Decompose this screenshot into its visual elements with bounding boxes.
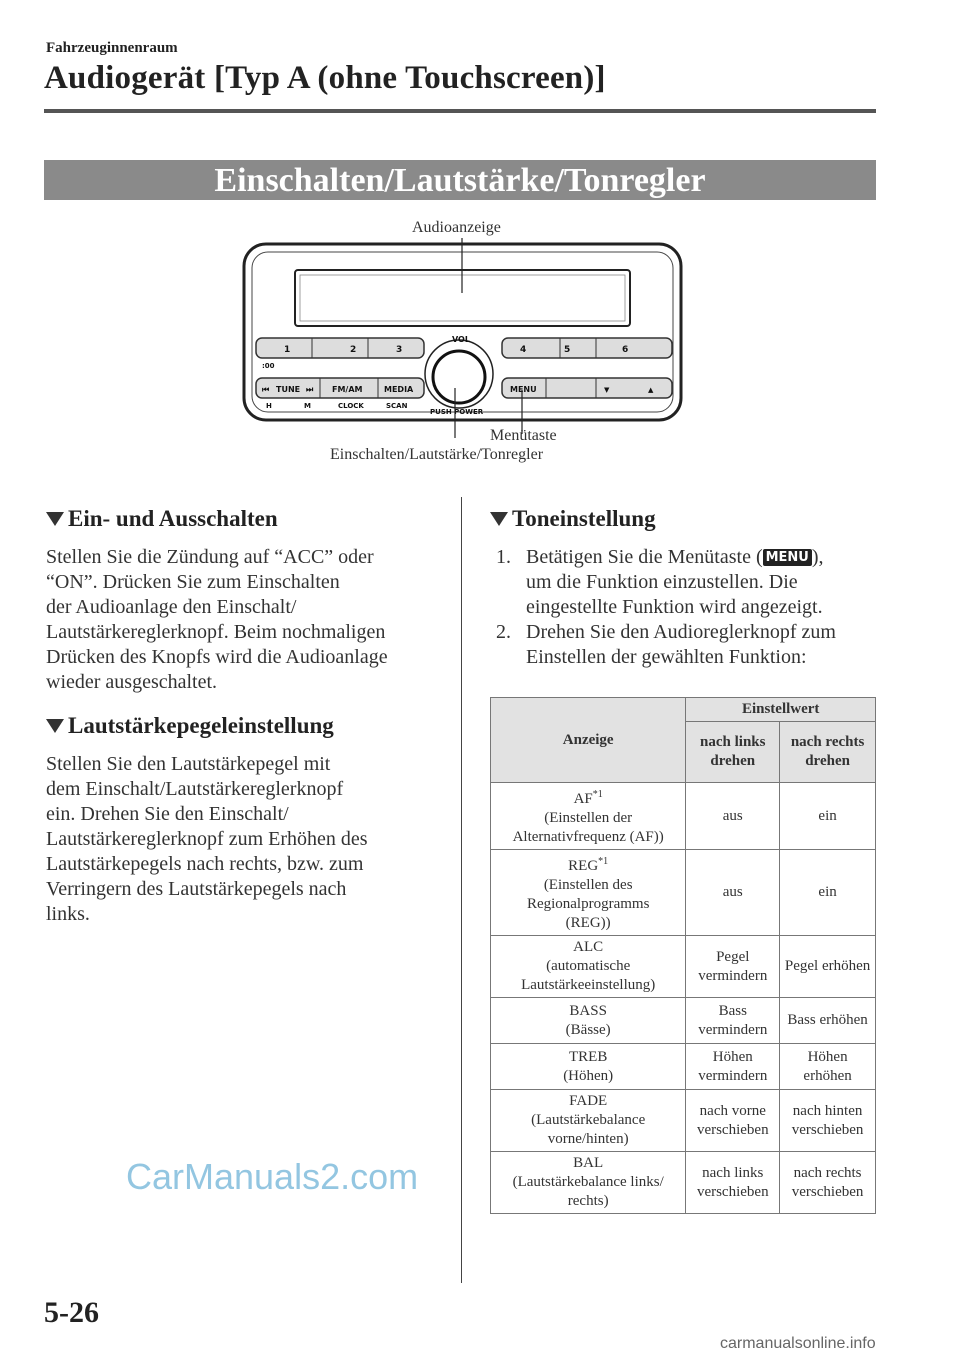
triangle-bullet-icon <box>46 512 64 526</box>
paragraph-power-onoff: Stellen Sie die Zündung auf “ACC” oder “ON”. Drücken Sie zum Einschalten der Audioanlage den Einschalt/ Lautstärkereglerknopf. Beim nochmaligen Drücken des Knopfs wird die Audioanlage wieder ausgeschaltet. <box>46 546 388 693</box>
svg-text:⏮: ⏮ <box>262 385 270 394</box>
step-1: 1. Betätigen Sie die Menütaste ( MENU ), um die Funktion einzustellen. Die eingestellte Funktion wird angezeigt. <box>496 546 824 618</box>
cell-left-value: aus <box>686 850 780 936</box>
section-banner: Einschalten/Lautstärke/Tonregler <box>44 160 876 200</box>
watermark-footer: carmanualsonline.info <box>720 1335 876 1352</box>
heading-tone: Toneinstellung <box>490 506 656 532</box>
audio-unit-diagram <box>240 238 685 438</box>
header-anzeige: Anzeige <box>491 698 686 783</box>
cell-right-value: Höhen erhöhen <box>780 1044 876 1090</box>
tune-label: TUNE <box>276 385 301 394</box>
triangle-bullet-icon <box>490 512 508 526</box>
cell-right-value: ein <box>780 783 876 850</box>
heading-power-onoff: Ein- und Ausschalten <box>46 506 278 532</box>
cell-left-value: nach vorne verschieben <box>686 1090 780 1152</box>
cell-left-value: Pegel vermindern <box>686 936 780 998</box>
watermark-carmanuals2: CarManuals2.com <box>126 1156 419 1197</box>
fmam-label: FM/AM <box>332 385 363 394</box>
page-number: 5-26 <box>44 1296 99 1329</box>
callout-power-volume-knob: Einschalten/Lautstärke/Tonregler <box>330 446 544 463</box>
up-arrow-icon: ▲ <box>648 386 654 394</box>
title-rule <box>44 109 876 113</box>
scan-label: SCAN <box>386 402 408 410</box>
header-left: nach links drehen <box>686 722 780 783</box>
preset-row-right <box>502 338 672 358</box>
step-2: 2. Drehen Sie den Audioreglerknopf zum Einstellen der gewählten Funktion: <box>496 621 836 668</box>
clock-colon-label: :00 <box>262 362 275 370</box>
cell-anzeige: AF$^{*1}$ (Einstellen der Alternativfrequenz (AF)) <box>491 783 686 850</box>
triangle-bullet-icon <box>46 719 64 733</box>
h-label: H <box>266 402 272 410</box>
svg-text:⏭: ⏭ <box>306 385 314 394</box>
cell-left-value: Höhen vermindern <box>686 1044 780 1090</box>
cell-right-value: nach rechts verschieben <box>780 1152 876 1214</box>
cell-right-value: Bass erhöhen <box>780 998 876 1044</box>
header-einstellwert: Einstellwert <box>686 698 876 722</box>
preset-2-label: 2 <box>350 345 357 355</box>
cell-anzeige: FADE (Lautstärkebalance vorne/hinten) <box>491 1090 686 1152</box>
table-row <box>491 850 876 936</box>
push-power-label: PUSH POWER <box>430 408 484 416</box>
preset-6-label: 6 <box>622 345 629 355</box>
clock-label: CLOCK <box>338 402 364 410</box>
cell-right-value: nach hinten verschieben <box>780 1090 876 1152</box>
table-row <box>491 1090 876 1152</box>
table-row <box>491 936 876 998</box>
cell-right-value: ein <box>780 850 876 936</box>
heading-volume: Lautstärkepegeleinstellung <box>46 713 334 739</box>
cell-left-value: nach links verschieben <box>686 1152 780 1214</box>
cell-left-value: Bass vermindern <box>686 998 780 1044</box>
vol-label: VOL <box>452 335 470 344</box>
media-label: MEDIA <box>384 385 414 394</box>
section-label: Fahrzeuginnenraum <box>46 40 178 56</box>
callout-audio-display: Audioanzeige <box>412 219 501 236</box>
cell-anzeige: TREB (Höhen) <box>491 1044 686 1090</box>
table-row <box>491 1044 876 1090</box>
tone-settings-table <box>490 697 876 1214</box>
cell-anzeige: REG$^{*1}$ (Einstellen des Regionalprogramms (REG)) <box>491 850 686 936</box>
cell-anzeige: BAL (Lautstärkebalance links/ rechts) <box>491 1152 686 1214</box>
callout-menu-button: Menütaste <box>490 427 557 444</box>
page-title: Audiogerät [Typ A (ohne Touchscreen)] <box>44 60 606 96</box>
power-volume-knob <box>433 351 485 403</box>
tone-steps <box>496 545 876 670</box>
cell-anzeige: BASS (Bässe) <box>491 998 686 1044</box>
cell-left-value: aus <box>686 783 780 850</box>
header-right: nach rechts drehen <box>780 722 876 783</box>
down-arrow-icon: ▼ <box>604 386 610 394</box>
menu-button-icon: MENU <box>763 549 812 566</box>
preset-1-label: 1 <box>284 345 291 355</box>
cell-anzeige: ALC (automatische Lautstärkeeinstellung) <box>491 936 686 998</box>
preset-5-label: 5 <box>564 345 571 355</box>
preset-3-label: 3 <box>396 345 403 355</box>
m-label: M <box>304 402 311 410</box>
menu-label: MENU <box>510 385 537 394</box>
column-divider <box>461 497 462 1283</box>
cell-right-value: Pegel erhöhen <box>780 936 876 998</box>
table-row <box>491 783 876 850</box>
table-row <box>491 998 876 1044</box>
table-row <box>491 1152 876 1214</box>
preset-4-label: 4 <box>520 345 527 355</box>
paragraph-volume: Stellen Sie den Lautstärkepegel mit dem Einschalt/Lautstärkereglerknopf ein. Drehen Sie den Einschalt/ Lautstärkereglerknopf zum Erhöhen des Lautstärkepegels nach rechts, bzw. zum Verringern des Lautstärkepegels nach links. <box>46 753 368 925</box>
